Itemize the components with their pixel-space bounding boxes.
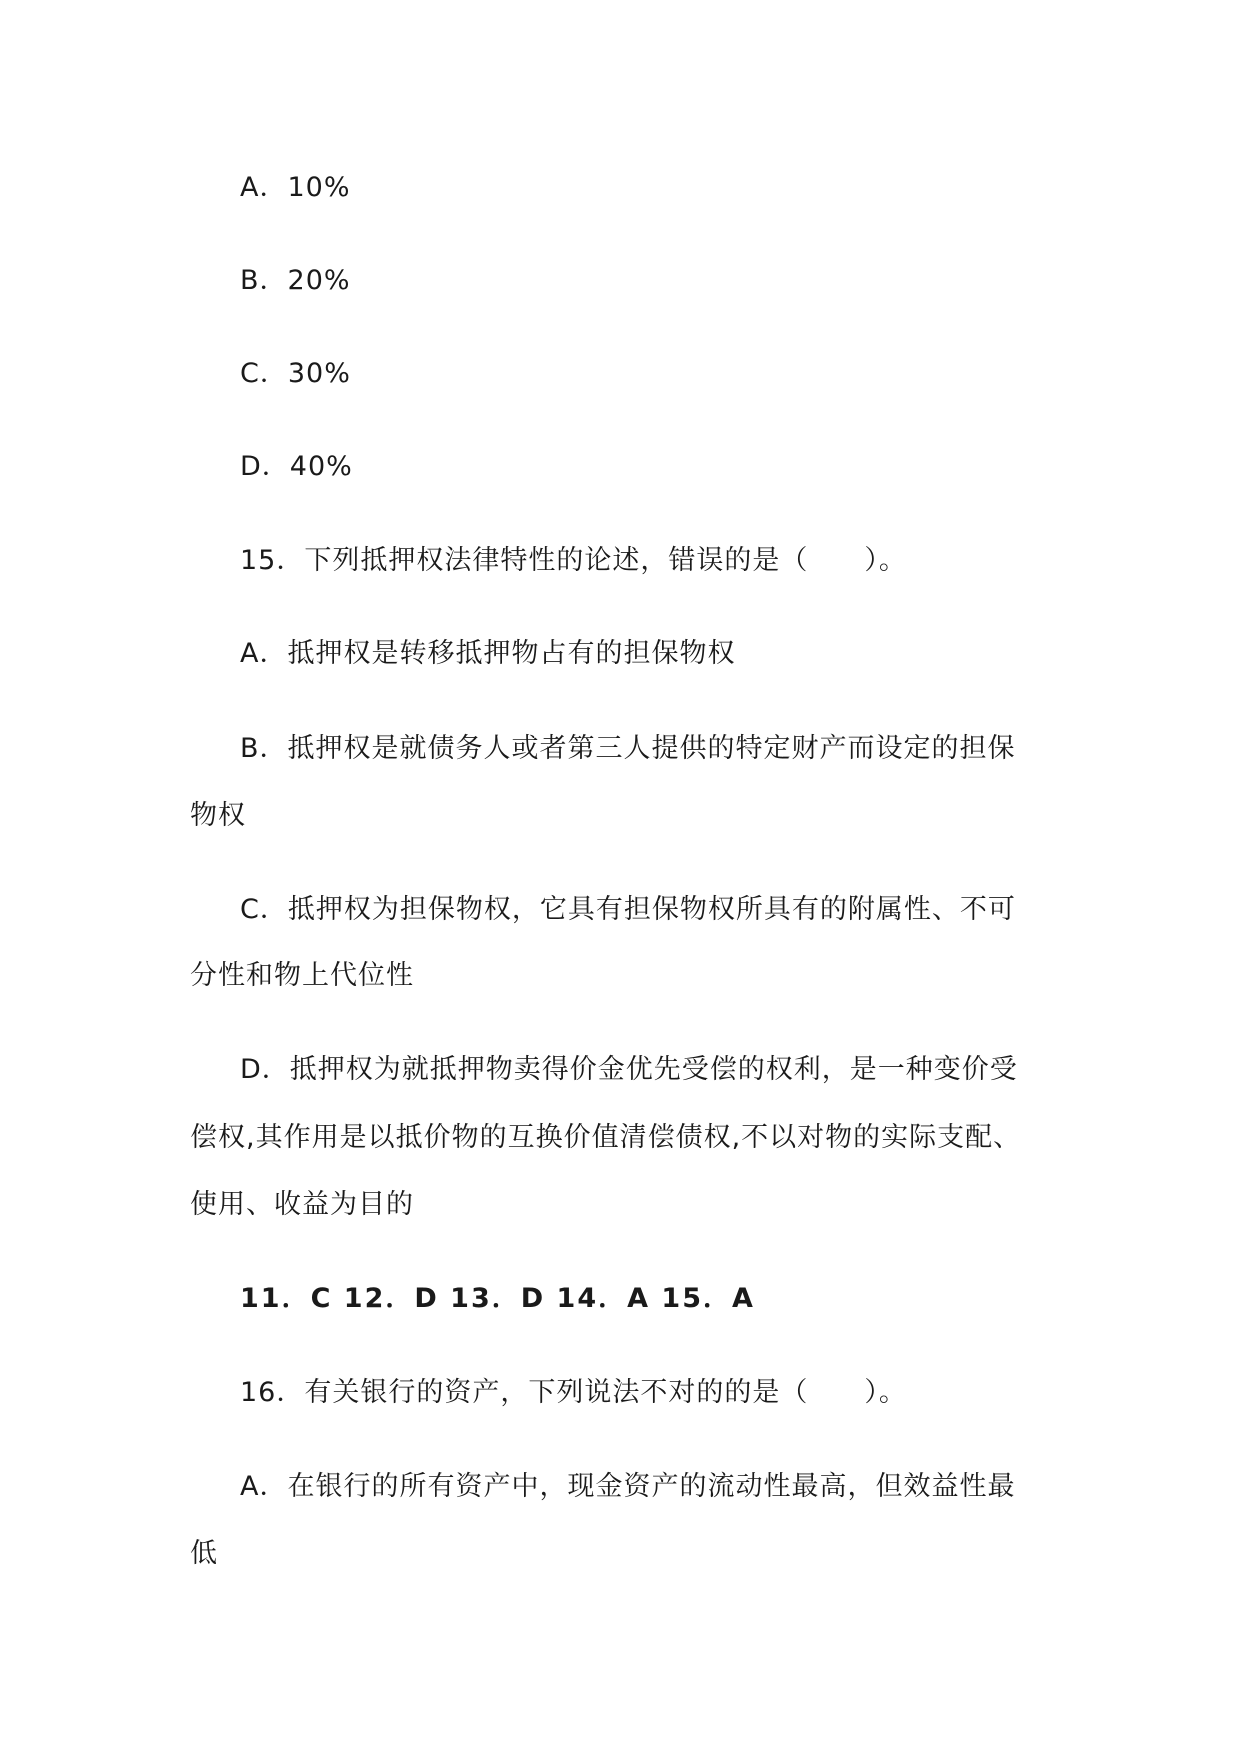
q15-option-c-line2: 分性和物上代位性 bbox=[190, 960, 414, 991]
q14-option-c: C．30% bbox=[240, 358, 351, 389]
q16-option-a-line1: A．在银行的所有资产中，现金资产的流动性最高，但效益性最 bbox=[240, 1471, 1016, 1502]
q15-option-d-line1: D．抵押权为就抵押物卖得价金优先受偿的权利，是一种变价受 bbox=[240, 1054, 1018, 1085]
q14-option-a: A．10% bbox=[240, 172, 351, 203]
q15-option-b-line1: B．抵押权是就债务人或者第三人提供的特定财产而设定的担保 bbox=[240, 733, 1016, 764]
q15-stem: 15．下列抵押权法律特性的论述，错误的是（ ）。 bbox=[240, 545, 907, 576]
answer-key: 11．C 12．D 13．D 14．A 15．A bbox=[240, 1283, 755, 1314]
q15-option-a: A．抵押权是转移抵押物占有的担保物权 bbox=[240, 638, 736, 669]
q15-option-d-line3: 使用、收益为目的 bbox=[190, 1189, 414, 1220]
q14-option-b: B．20% bbox=[240, 265, 351, 296]
q14-option-d: D．40% bbox=[240, 451, 353, 482]
q16-option-a-line2: 低 bbox=[190, 1538, 218, 1569]
q15-option-c-line1: C．抵押权为担保物权，它具有担保物权所具有的附属性、不可 bbox=[240, 894, 1016, 925]
q15-option-d-line2: 偿权,其作用是以抵价物的互换价值清偿债权,不以对物的实际支配、 bbox=[190, 1122, 1022, 1153]
q16-stem: 16．有关银行的资产，下列说法不对的的是（ ）。 bbox=[240, 1377, 907, 1408]
q15-option-b-line2: 物权 bbox=[190, 800, 246, 831]
